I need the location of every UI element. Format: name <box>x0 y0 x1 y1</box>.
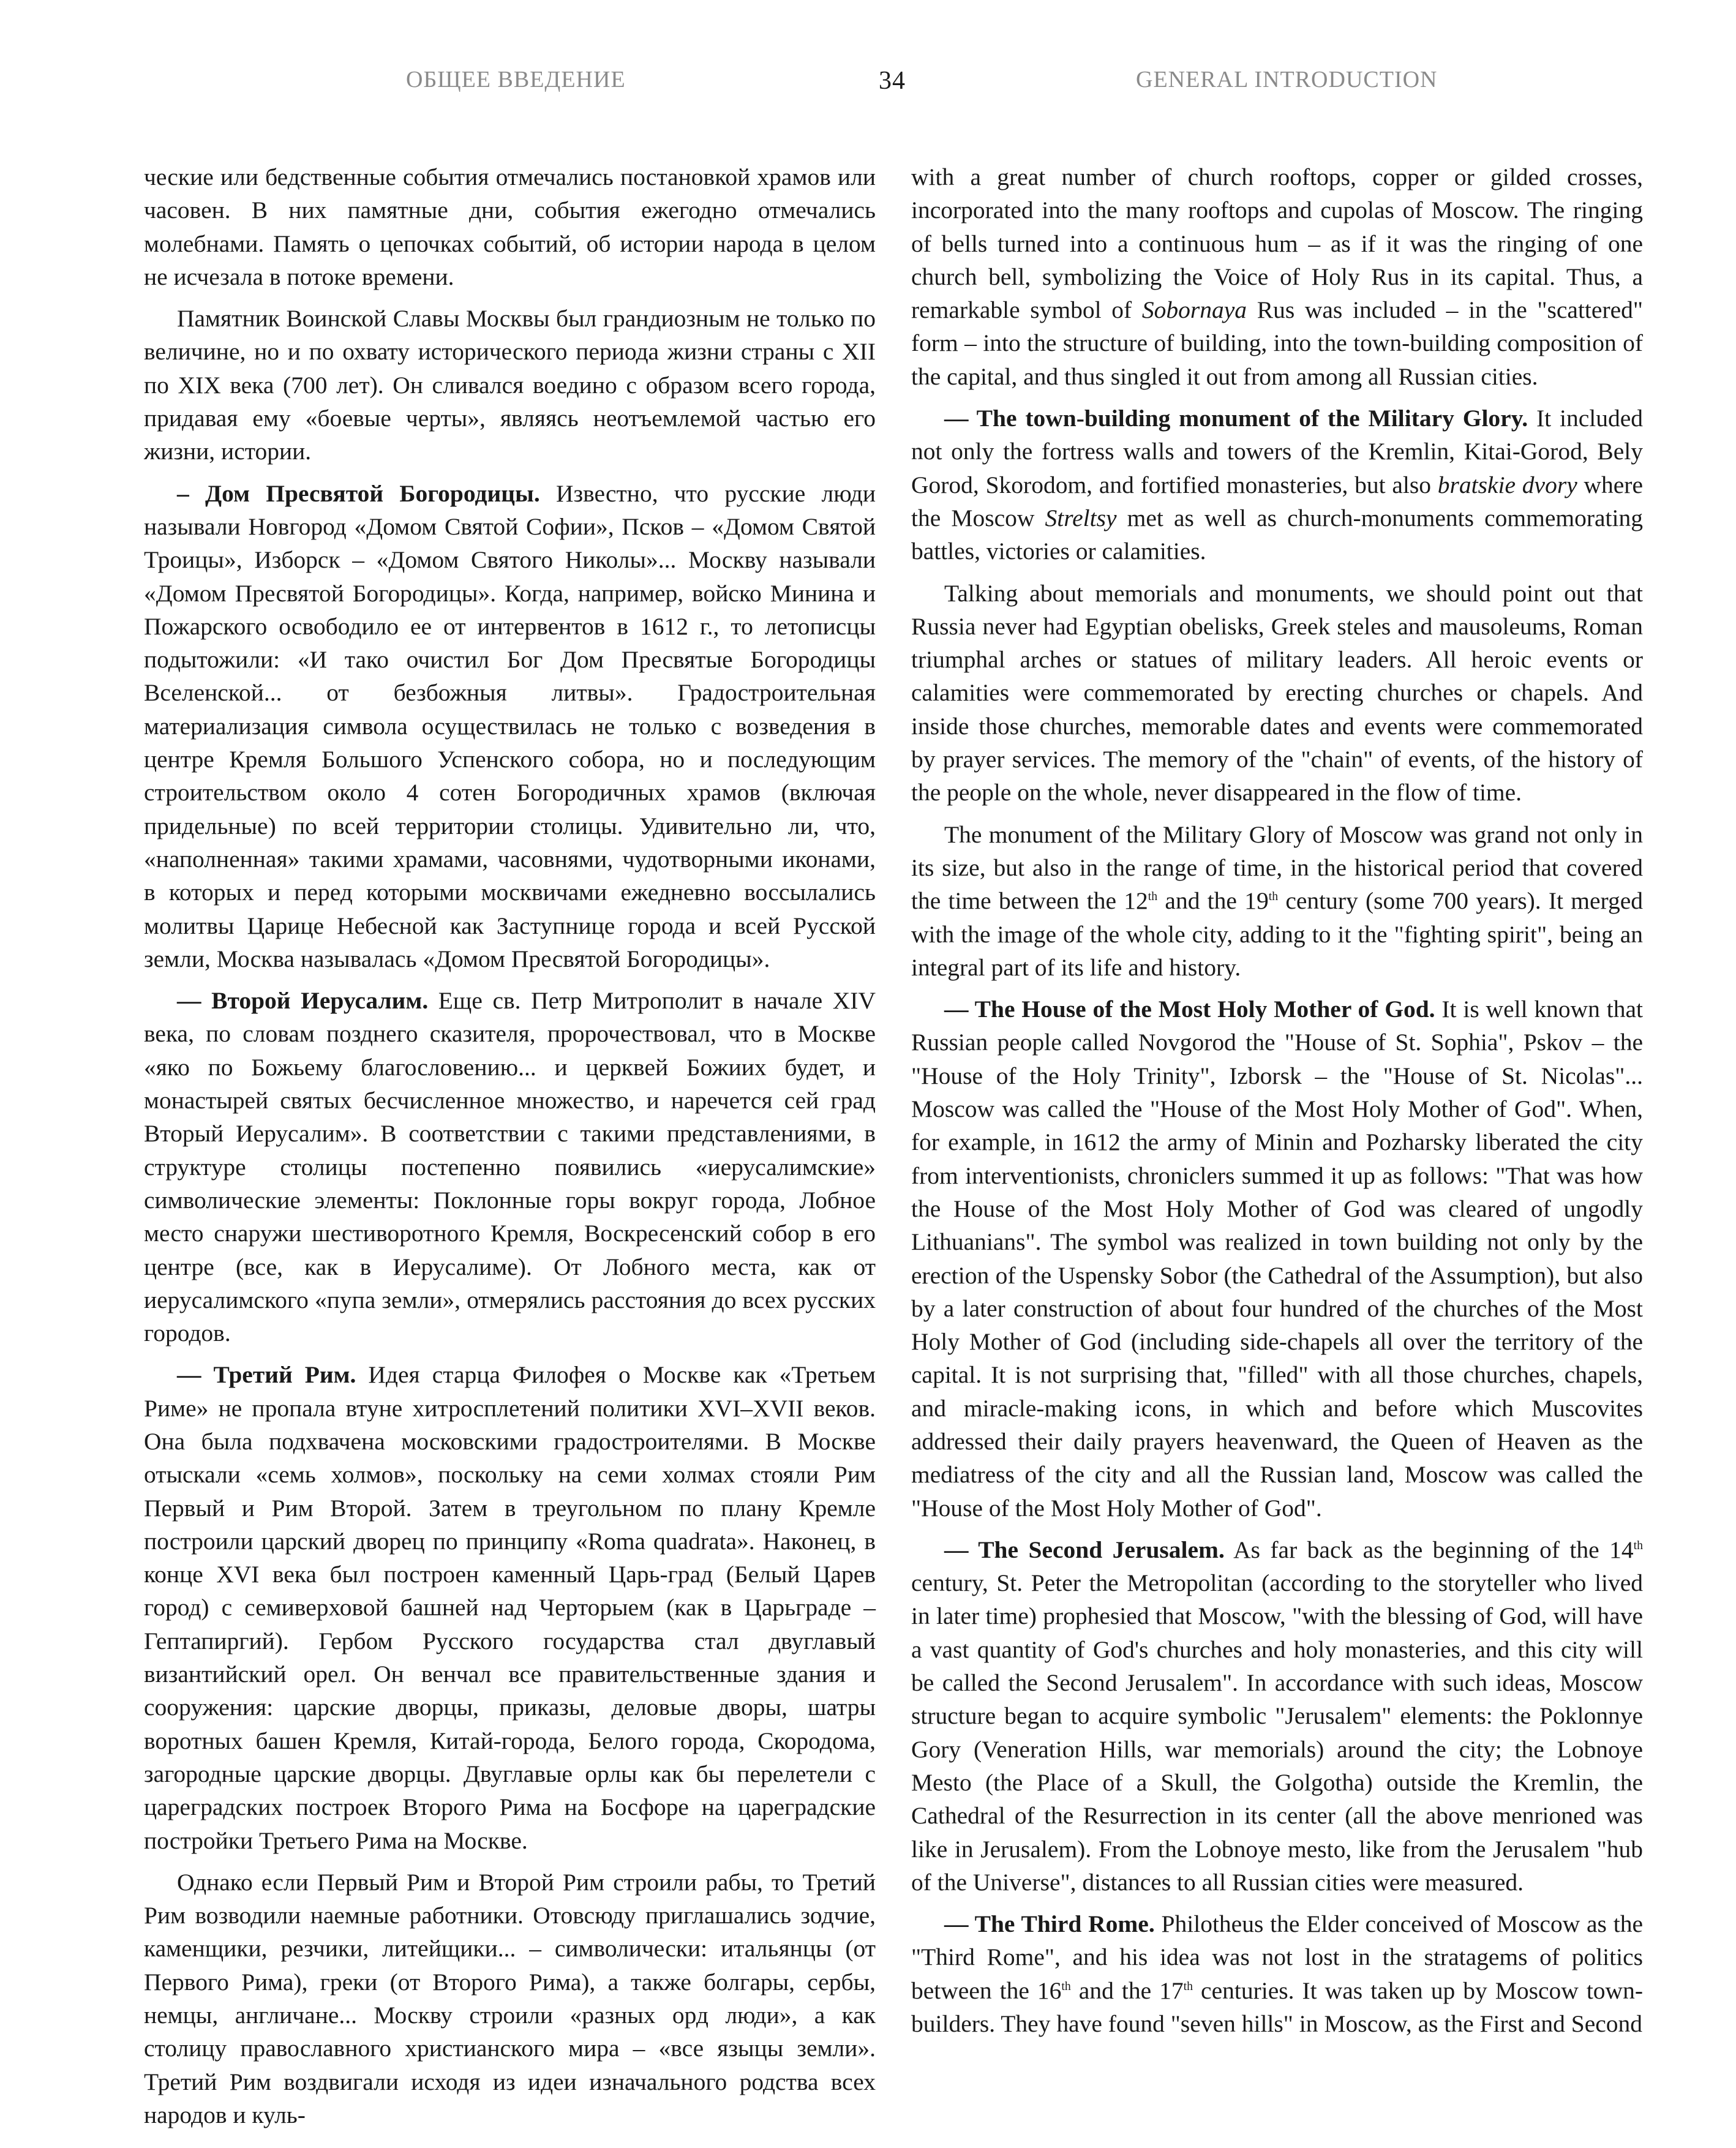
section-lead: – Дом Пресвятой Богородицы. <box>177 479 540 507</box>
section-lead: — The House of the Most Holy Mother of God. <box>944 996 1435 1023</box>
paragraph: — The House of the Most Holy Mother of God. It is well known that Russian people called Novgorod the "House of St. Sophia", Pskov – the "House of the Holy Trinity", Izborsk – the "House of St. Nicolas"... Moscow was called the "House of the Most Holy Mother of God". When, for example, in 1612 the army of Minin and Pozharsky liberated the city from interventionists, chroniclers summed it up as follows: "That was how the House of the Most Holy Mother of God was cleared of ungodly Lithuanians". The symbol was realized in town building not only by the erection of the Uspensky Sobor (the Cathedral of the Assumption), but also by a later construction of about four hundred of the churches of the Most Holy Mother of God (including side-chapels all over the territory of the capital. It is not surprising that, "filled" with all those churches, chapels, and miracle-making icons, in which and before which Muscovites addressed their daily prayers heavenward, the Queen of Heaven as the mediatress of the city and all the Russian land, Moscow was called the "House of the Most Holy Mother of God". <box>911 996 1643 1522</box>
paragraph: Talking about memorials and monuments, we should point out that Russia never had Egyptian obelisks, Greek steles and mausoleums, Roman triumphal arches or statues of military leaders. All heroic events or calamities were commemorated by erecting churches or chapels. And inside those churches, memorable dates and events were commemorated by prayer services. The memory of the "chain" of events, of the history of the people on the whole, never disappeared in the flow of time. <box>911 579 1643 806</box>
section-lead: — The town-building monument of the Military Glory. <box>944 405 1528 432</box>
section-lead: — Второй Иерусалим. <box>177 987 429 1015</box>
section-lead: — Третий Рим. <box>177 1361 356 1389</box>
english-text-column <box>911 160 1643 2049</box>
paragraph: – Дом Пресвятой Богородицы. Известно, что русские люди называли Новгород «Домом Святой Софии», Псков – «Домом Святой Троицы», Изборск – «Домом Святого Николы»... Москву называли «Домом Пресвятой Богородицы». Когда, например, войско Минина и Пожарского освободило ее от интервентов в 1612 г., то летописцы подытожили: «И тако очистил Бог Дом Пресвятые Богородицы Вселенской... от безбожныя литвы». Градостроительная материализация символа осуществилась не только с возведения в центре Кремля Большого Успенского собора, но и последующим строительством около 4 сотен Богородичных храмов (включая придельные) по всей территории столицы. Удивительно ли, что, «наполненная» такими храмами, часовнями, чудотворными иконами, в которых и перед которыми москвичами ежедневно воссылались молитвы Царице Небесной как Заступнице города и всей Русской земли, Москва называлась «Домом Пресвятой Богородицы». <box>144 479 876 972</box>
paragraph: with a great number of church rooftops, copper or gilded crosses, incorporated into the many rooftops and cupolas of Moscow. The ringing of bells turned into a continuous hum – as if it was the ringing of one church bell, symbolizing the Voice of Holy Rus in its capital. Thus, a remarkable symbol of Sobornaya Rus was included – in the "scattered" form – into the structure of building, into the town-building composition of the capital, and thus singled it out from among all Russian cities. <box>911 163 1644 390</box>
page-number: 34 <box>879 67 906 95</box>
paragraph: — The town-building monument of the Military Glory. It included not only the fortress walls and towers of the Kremlin, Kitai-Gorod, Bely Gorod, Skorodom, and fortified monasteries, but also bratskie dvory where the Moscow Streltsy met as well as church-monuments commemorating battles, victories or calamities. <box>911 405 1643 565</box>
header-left-title: ОБЩЕЕ ВВЕДЕНИЕ <box>406 67 626 92</box>
russian-text-column <box>144 160 876 2140</box>
running-header <box>0 66 1736 103</box>
paragraph: — Третий Рим. Идея старца Филофея о Москве как «Третьем Риме» не пропала втуне хитросплетений политики XVI–XVII веков. Она была подхвачена московскими градостроителями. В Москве отыскали «семь холмов», поскольку на семи холмах стояли Рим Первый и Рим Второй. Затем в треугольном по плану Кремле построили царский дворец по принципу «Roma quadrata». Наконец, в конце XVI века был построен каменный Царь-град (Белый Царев город) с семиверховой башней над Черторыем (как в Царьграде – Гептапиргий). Гербом Русского государства стал двуглавый византийский орел. Он венчал все правительственные здания и сооружения: царские дворцы, приказы, деловые дворы, шатры воротных башен Кремля, Китай-города, Белого города, Скородома, загородные царские дворцы. Двуглавые орлы как бы перелетели с цареградских построек Второго Рима на Босфоре на цареградские постройки Третьего Рима на Москве. <box>144 1361 876 1854</box>
header-right-title: GENERAL INTRODUCTION <box>1136 67 1438 92</box>
section-lead: — The Third Rome. <box>944 1910 1155 1938</box>
paragraph: Памятник Воинской Славы Москвы был грандиозным не только по величине, но и по охвату исторического периода жизни страны с XII по XIX века (700 лет). Он сливался воедино с образом всего города, придавая ему «боевые черты», являясь неотъемлемой частью его жизни, истории. <box>144 305 876 465</box>
paragraph: Однако если Первый Рим и Второй Рим строили рабы, то Третий Рим возводили наемные работники. Отовсюду приглашались зодчие, каменщики, резчики, литейщики... – символически: итальянцы (от Первого Рима), греки (от Второго Рима), а также болгары, сербы, немцы, англичане... Москву строили «разных орд люди», а как столицу православного христианского мира – «все языцы земли». Третий Рим воздвигали исходя из идеи изначального родства всех народов и куль- <box>144 1868 876 2128</box>
paragraph: — The Second Jerusalem. As far back as the beginning of the 14th century, St. Peter the Metropolitan (according to the storyteller who lived in later time) prophesied that Moscow, "with the blessing of God, will have a vast quantity of God's churches and holy monasteries, and this city will be called the Second Jerusalem". In accordance with such ideas, Moscow structure began to acquire symbolic "Jerusalem" elements: the Poklonnye Gory (Veneration Hills, war memorials) around the city; the Lobnoye Mesto (the Place of a Skull, the Golgotha) outside the Kremlin, the Cathedral of the Resurrection in its center (all the above menrioned was like in Jerusalem). From the Lobnoye mesto, like from the Jerusalem "hub of the Universe", distances to all Russian cities were measured. <box>911 1536 1643 1896</box>
paragraph: The monument of the Military Glory of Moscow was grand not only in its size, but also in the range of time, in the historical period that covered the time between the 12th and the 19th century (some 700 years). It merged with the image of the whole city, adding to it the "fighting spirit", being an integral part of its life and history. <box>911 821 1643 981</box>
paragraph: — The Third Rome. Philotheus the Elder conceived of Moscow as the "Third Rome", and his idea was not lost in the stratagems of politics between the 16th and the 17th centuries. It was taken up by Moscow town-builders. They have found "seven hills" in Moscow, as the First and Second <box>911 1910 1643 2038</box>
paragraph: ческие или бедственные события отмечались постановкой храмов или часовен. В них памятные дни, события ежегодно отмечались молебнами. Память о цепочках событий, об истории народа в целом не исчезала в потоке времени. <box>144 163 876 290</box>
section-lead: — The Second Jerusalem. <box>944 1536 1225 1563</box>
paragraph: — Второй Иерусалим. Еще св. Петр Митрополит в начале XIV века, по словам позднего сказителя, пророчествовал, что в Москве «яко по Божьему благословению... и церквей Божиих будет, и монастырей святых бесчисленное множество, и наречется сей град Вторый Иерусалим». В соответствии с такими представлениями, в структуре столицы постепенно появились «иерусалимские» символические элементы: Поклонные горы вокруг города, Лобное место снаружи шестиворотного Кремля, Воскресенский собор в его центре (все, как в Иерусалиме). От Лобного места, как от иерусалимского «пупа земли», отмерялись расстояния до всех русских городов. <box>144 987 876 1347</box>
